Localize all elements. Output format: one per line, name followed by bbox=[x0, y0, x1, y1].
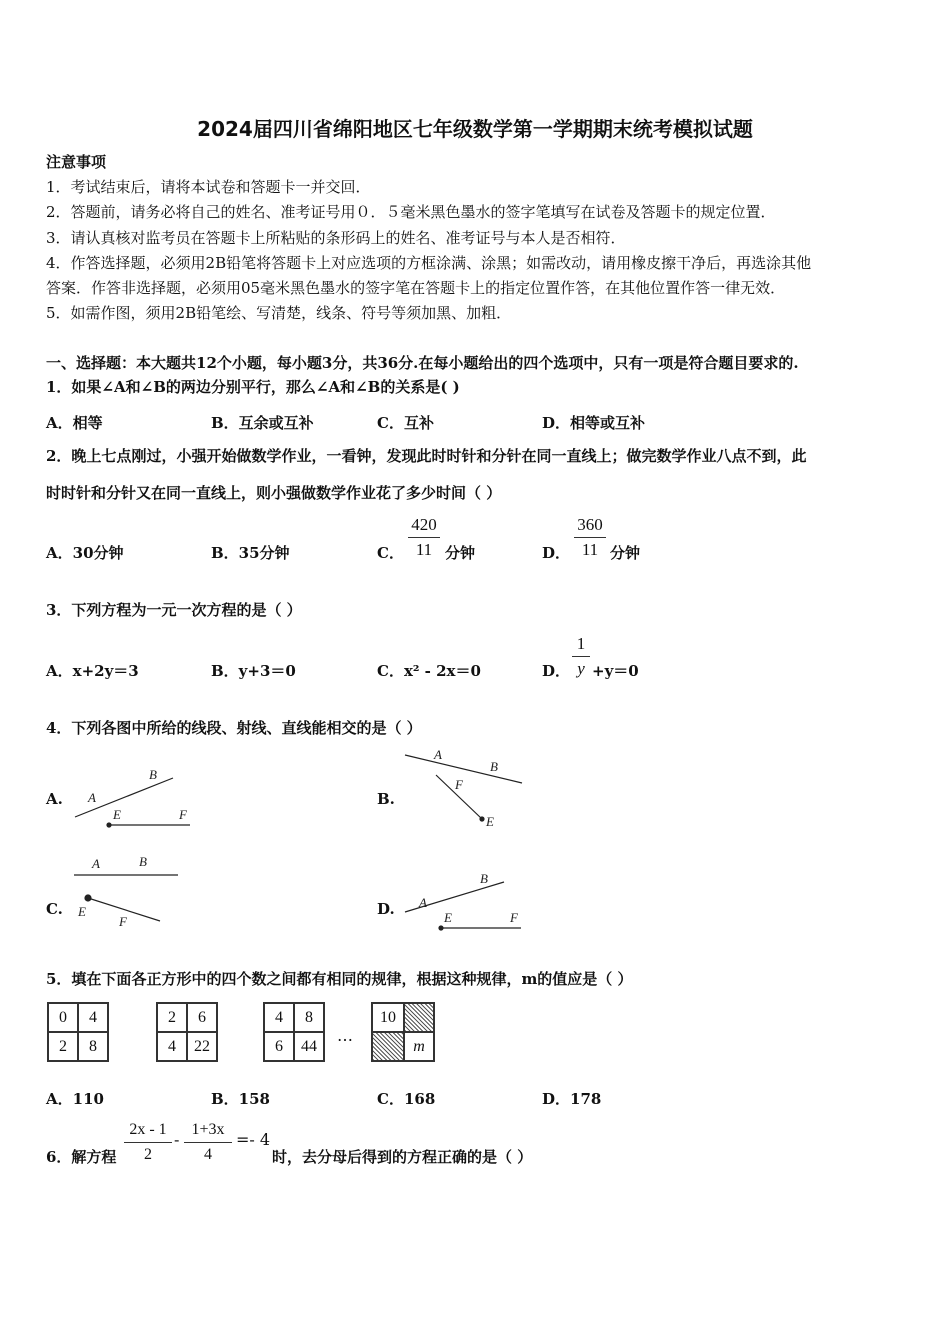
q4-option-b[interactable]: B. bbox=[377, 790, 395, 808]
q5-option-a[interactable]: A．110 bbox=[46, 1090, 104, 1108]
number-square bbox=[156, 1002, 218, 1062]
cell: 22 bbox=[187, 1032, 217, 1061]
denominator: 11 bbox=[581, 540, 599, 559]
notice-item: 5．如需作图，须用2B铅笔绘、写清楚，线条、符号等须加黑、加粗． bbox=[46, 304, 512, 322]
q4-stem: 4．下列各图中所给的线段、射线、直线能相交的是（ ） bbox=[46, 719, 422, 737]
notice-item: 4．作答选择题，必须用2B铅笔将答题卡上对应选项的方框涂满、涂黑；如需改动，请用橡皮擦干净后，再选涂其他 bbox=[46, 254, 812, 272]
q2-option-c[interactable]: C． bbox=[377, 544, 404, 562]
cell: 0 bbox=[48, 1003, 78, 1032]
q6-rhs: =- 4 bbox=[236, 1130, 271, 1149]
q1-option-d[interactable]: D．相等或互补 bbox=[542, 414, 646, 432]
q5-stem: 5．填在下面各正方形中的四个数之间都有相同的规律，根据这种规律，m的值应是（ ） bbox=[46, 970, 633, 988]
cell: 10 bbox=[372, 1003, 404, 1032]
label-f: F bbox=[119, 914, 127, 929]
label-b: B bbox=[149, 767, 157, 782]
figure-b bbox=[405, 755, 522, 821]
q3-option-a[interactable]: A．x+2y＝3 bbox=[46, 662, 139, 680]
page-title: 2024届四川省绵阳地区七年级数学第一学期期末统考模拟试题 bbox=[197, 117, 753, 141]
q6-fraction-1 bbox=[124, 1120, 172, 1165]
numerator: 360 bbox=[577, 515, 603, 534]
q1-option-b[interactable]: B．互余或互补 bbox=[211, 414, 314, 432]
label-b: B bbox=[139, 854, 147, 869]
cell: 6 bbox=[187, 1003, 217, 1032]
numerator: 1 bbox=[576, 634, 586, 653]
label-e: E bbox=[78, 904, 86, 919]
label-f: F bbox=[179, 807, 187, 822]
q5-option-d[interactable]: D．178 bbox=[542, 1090, 602, 1108]
label-e: E bbox=[444, 910, 452, 925]
notice-item: 1．考试结束后，请将本试卷和答题卡一并交回． bbox=[46, 178, 371, 196]
section-heading: 一、选择题：本大题共12个小题，每小题3分，共36分.在每小题给出的四个选项中，只有一项是符合题目要求的. bbox=[46, 354, 799, 372]
label-a: A bbox=[92, 856, 100, 871]
q2-option-a[interactable]: A．30分钟 bbox=[46, 544, 124, 562]
q3-stem: 3．下列方程为一元一次方程的是（ ） bbox=[46, 601, 302, 619]
hatched-cell bbox=[372, 1032, 404, 1061]
q2-c-unit: 分钟 bbox=[445, 544, 476, 562]
label-f: F bbox=[510, 910, 518, 925]
notice-item: 2．答题前，请务必将自己的姓名、准考证号用０．５毫米黑色墨水的签字笔填写在试卷及答题卡的规定位置． bbox=[46, 203, 776, 221]
notice-item: 答案．作答非选择题，必须用05毫米黑色墨水的签字笔在答题卡上的指定位置作答，在其他位置作答一律无效． bbox=[46, 279, 786, 297]
notice-item: 3．请认真核对监考员在答题卡上所粘贴的条形码上的姓名、准考证号与本人是否相符． bbox=[46, 229, 626, 247]
denominator: y bbox=[577, 659, 585, 678]
cell: 8 bbox=[78, 1032, 108, 1061]
q5-option-c[interactable]: C．168 bbox=[377, 1090, 436, 1108]
q2-stem: 2．晚上七点刚过，小强开始做数学作业，一看钟，发现此时时针和分针在同一直线上；做完数学作业八点不到，此 bbox=[46, 447, 807, 465]
q1-option-c[interactable]: C．互补 bbox=[377, 414, 434, 432]
q1-stem: 1．如果∠A和∠B的两边分别平行，那么∠A和∠B的关系是( ) bbox=[46, 378, 460, 396]
numerator: 1+3x bbox=[191, 1121, 225, 1138]
label-e: E bbox=[486, 814, 494, 829]
q3-option-b[interactable]: B．y+3＝0 bbox=[211, 662, 296, 680]
numerator: 2x - 1 bbox=[129, 1121, 167, 1138]
q2-d-unit: 分钟 bbox=[610, 544, 641, 562]
label-e: E bbox=[113, 807, 121, 822]
cell: 6 bbox=[264, 1032, 294, 1061]
denominator: 2 bbox=[144, 1146, 152, 1163]
q3-d-tail: +y＝0 bbox=[592, 662, 639, 680]
q4-option-c[interactable]: C. bbox=[46, 900, 63, 918]
cell: 2 bbox=[157, 1003, 187, 1032]
denominator: 4 bbox=[204, 1146, 212, 1163]
cell: 4 bbox=[78, 1003, 108, 1032]
cell: 4 bbox=[264, 1003, 294, 1032]
cell-m: m bbox=[404, 1032, 434, 1061]
q2-option-b[interactable]: B．35分钟 bbox=[211, 544, 290, 562]
label-a: A bbox=[434, 747, 442, 762]
cell: 8 bbox=[294, 1003, 324, 1032]
number-square bbox=[47, 1002, 109, 1062]
q5-option-b[interactable]: B．158 bbox=[211, 1090, 270, 1108]
label-b: B bbox=[480, 871, 488, 886]
q4-option-a[interactable]: A. bbox=[46, 790, 63, 808]
q4-option-d[interactable]: D. bbox=[377, 900, 395, 918]
q3-option-d[interactable]: D． bbox=[542, 662, 571, 680]
q1-option-a[interactable]: A．相等 bbox=[46, 414, 103, 432]
denominator: 11 bbox=[415, 540, 433, 559]
q2-stem: 时时针和分针又在同一直线上，则小强做数学作业花了多少时间（ ） bbox=[46, 484, 502, 502]
label-a: A bbox=[88, 790, 96, 805]
label-b: B bbox=[490, 759, 498, 774]
cell: 4 bbox=[157, 1032, 187, 1061]
number-square bbox=[263, 1002, 325, 1062]
q3-option-c[interactable]: C．x² - 2x＝0 bbox=[377, 662, 481, 680]
label-a: A bbox=[419, 895, 427, 910]
q2-option-d[interactable]: D． bbox=[542, 544, 571, 562]
ellipsis: … bbox=[337, 1026, 353, 1045]
q6-prefix: 6．解方程 bbox=[46, 1148, 117, 1166]
numerator: 420 bbox=[411, 515, 437, 534]
q6-fraction-2 bbox=[184, 1120, 232, 1165]
cell: 44 bbox=[294, 1032, 324, 1061]
q6-suffix: 时，去分母后得到的方程正确的是（ ） bbox=[272, 1148, 533, 1166]
hatched-cell bbox=[404, 1003, 434, 1032]
notice-heading: 注意事项 bbox=[46, 153, 107, 171]
minus-sign: - bbox=[174, 1130, 180, 1149]
cell: 2 bbox=[48, 1032, 78, 1061]
number-square-unknown bbox=[371, 1002, 435, 1062]
label-f: F bbox=[455, 777, 463, 792]
